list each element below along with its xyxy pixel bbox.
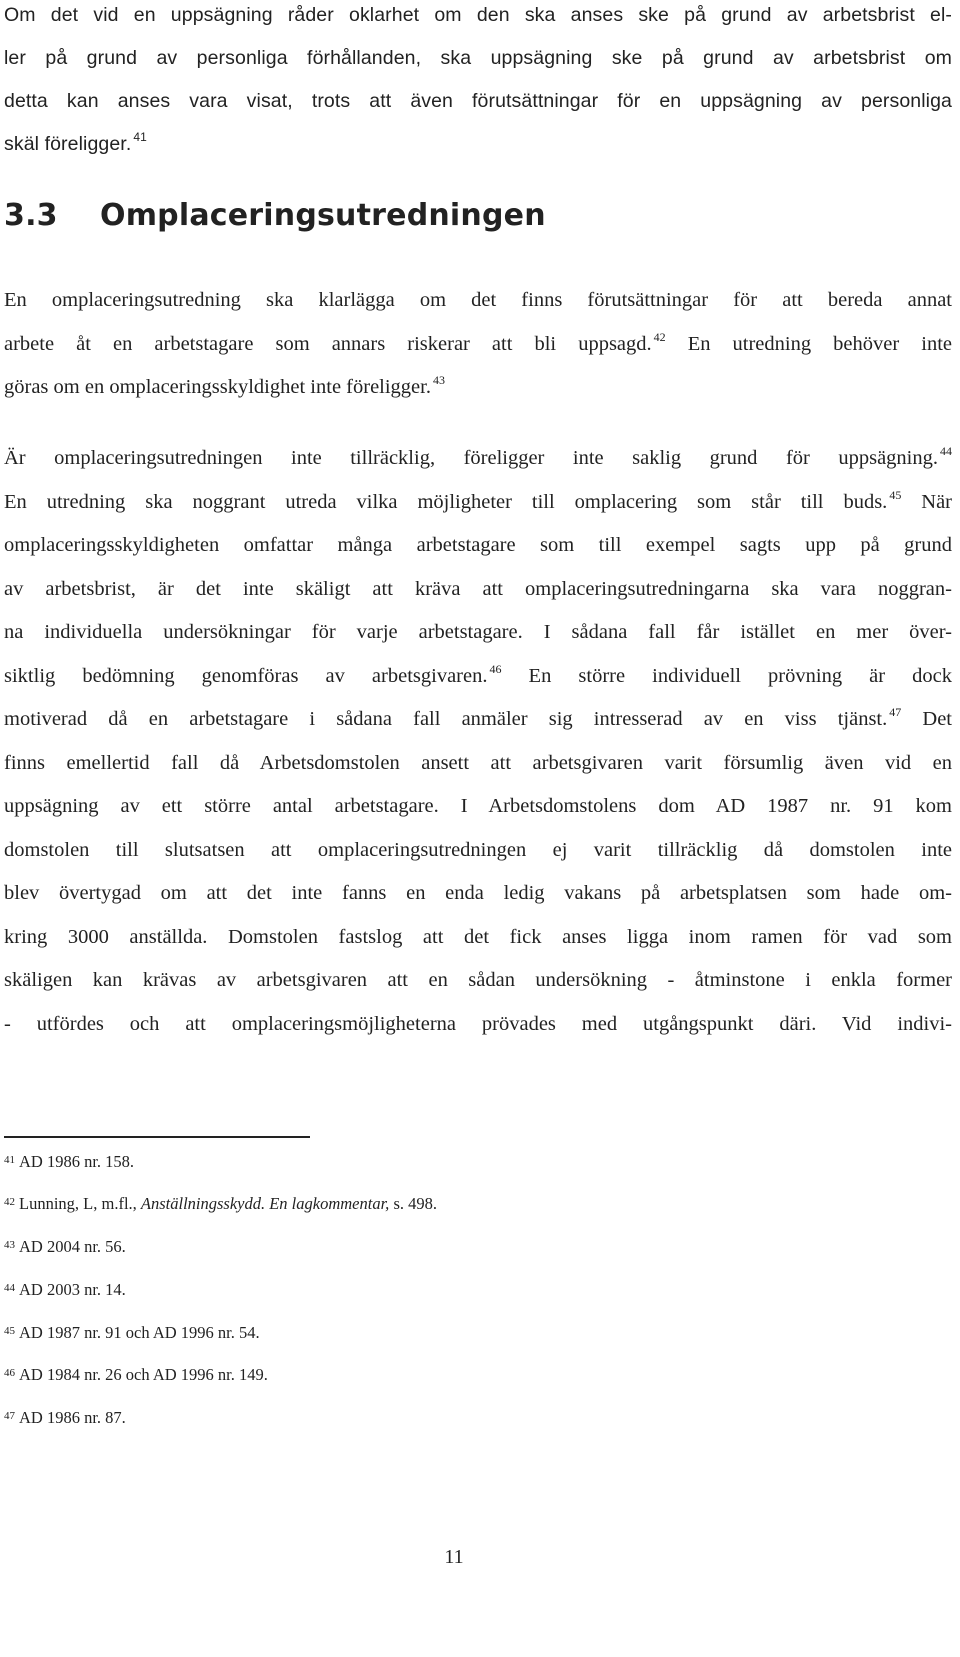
intro-paragraph [4,0,952,166]
intro-line-2: ler på grund av personliga förhållanden, ska uppsägning ske på grund av arbetsbrist om [4,47,952,69]
footnote-number: 45 [4,1325,15,1337]
footnote-ref-47: 47 [889,705,902,719]
p2-line-1-text: Är omplaceringsutredningen inte tillräcklig, föreligger inte saklig grund för uppsägning. [4,447,938,469]
p2-line-8: finns emellertid fall då Arbetsdomstolen ansett att arbetsgivaren varit försumlig även vid en [4,751,952,774]
footnote-46 [4,1365,268,1385]
section-number: 3.3 [4,198,58,233]
footnote-ref-42: 42 [653,329,666,344]
p2-line-7-text: motiverad då en arbetstagare i sådana fall anmäler sig intresserad av en viss tjänst. [4,708,888,730]
footnote-ref-45: 45 [889,487,902,502]
footnote-41 [4,1152,134,1172]
footnote-47 [4,1408,126,1428]
section-heading [4,198,546,233]
footnote-number: 46 [4,1367,15,1379]
footnote-43 [4,1237,126,1257]
paragraph-2 [4,437,952,1046]
footnote-number: 47 [4,1410,15,1422]
paragraph-1 [4,279,952,410]
p2-line-2b: När [901,490,952,513]
p1-line-3 [4,366,952,410]
footnote-number: 41 [4,1154,15,1166]
p2-line-2 [4,481,952,525]
footnote-separator [4,1136,310,1138]
p2-line-1 [4,437,952,481]
intro-line-4 [4,123,952,166]
footnote-number: 43 [4,1239,15,1251]
footnote-number: 42 [4,1196,15,1208]
footnote-number: 44 [4,1282,15,1294]
footnote-text: AD 1987 nr. 91 och AD 1996 nr. 54. [19,1323,260,1342]
p2-line-6b: En större individuell prövning är dock [501,664,952,687]
p2-line-3: omplaceringsskyldigheten omfattar många arbetstagare som till exempel sagts upp på grund [4,534,952,556]
footnote-text-post: s. 498. [389,1194,437,1213]
intro-line-1: Om det vid en uppsägning råder oklarhet om den ska anses ske på grund av arbetsbrist el- [4,4,952,26]
section-title: Omplaceringsutredningen [100,198,546,233]
footnote-ref-41: 41 [133,130,147,144]
footnote-italic-title: Anställningsskydd. En lagkommentar, [140,1194,390,1213]
p2-line-5: na individuella undersökningar för varje arbetstagare. I sådana fall får istället en mer över- [4,621,952,643]
p1-line-3-text: göras om en omplaceringsskyldighet inte föreligger. [4,376,431,398]
p2-line-10: domstolen till slutsatsen att omplaceringsutredningen ej varit tillräcklig då domstolen inte [4,838,952,861]
p2-line-6 [4,655,952,699]
footnote-text: AD 2003 nr. 14. [19,1280,126,1299]
footnote-ref-44: 44 [940,444,952,458]
intro-line-4-text: skäl föreligger. [4,133,132,155]
intro-line-3: detta kan anses vara visat, trots att även förutsättningar för en uppsägning av personliga [4,90,952,112]
footnote-text-pre: Lunning, L, m.fl., [19,1194,141,1213]
footnote-45 [4,1323,260,1343]
footnote-text: AD 2004 nr. 56. [19,1237,126,1256]
p1-line-1: En omplaceringsutredning ska klarlägga om det finns förutsättningar för att bereda annat [4,289,952,311]
footnote-text: AD 1984 nr. 26 och AD 1996 nr. 149. [19,1365,268,1384]
footnote-42 [4,1194,437,1214]
p2-line-6-text: siktlig bedömning genomföras av arbetsgivaren. [4,664,488,687]
p2-line-9: uppsägning av ett större antal arbetstagare. I Arbetsdomstolens dom AD 1987 nr. 91 kom [4,795,952,817]
p2-line-14: - utfördes och att omplaceringsmöjligheterna prövades med utgångspunkt däri. Vid indivi- [4,1012,952,1035]
footnote-text: AD 1986 nr. 87. [19,1408,126,1427]
p1-line-2b: En utredning behöver inte [665,332,952,355]
p2-line-12: kring 3000 anställda. Domstolen fastslog att det fick anses ligga inom ramen för vad som [4,925,952,948]
footnote-ref-46: 46 [489,661,502,676]
p1-line-2 [4,323,952,367]
p2-line-2-text: En utredning ska noggrant utreda vilka möjligheter till omplacering som står till buds. [4,490,888,513]
p1-line-2a: arbete åt en arbetstagare som annars riskerar att bli uppsagd. [4,332,652,355]
p2-line-13: skäligen kan krävas av arbetsgivaren att en sådan undersökning - åtminstone i enkla former [4,969,952,991]
p2-line-7b: Det [901,708,953,730]
footnote-44 [4,1280,126,1300]
footnote-text: AD 1986 nr. 158. [19,1152,135,1171]
p2-line-11: blev övertygad om att det inte fanns en enda ledig vakans på arbetsplatsen som hade om- [4,882,952,904]
p2-line-4: av arbetsbrist, är det inte skäligt att kräva att omplaceringsutredningarna ska vara noggran- [4,577,952,600]
p2-line-7 [4,698,952,742]
page-number: 11 [444,1546,464,1568]
footnote-ref-43: 43 [432,373,445,387]
